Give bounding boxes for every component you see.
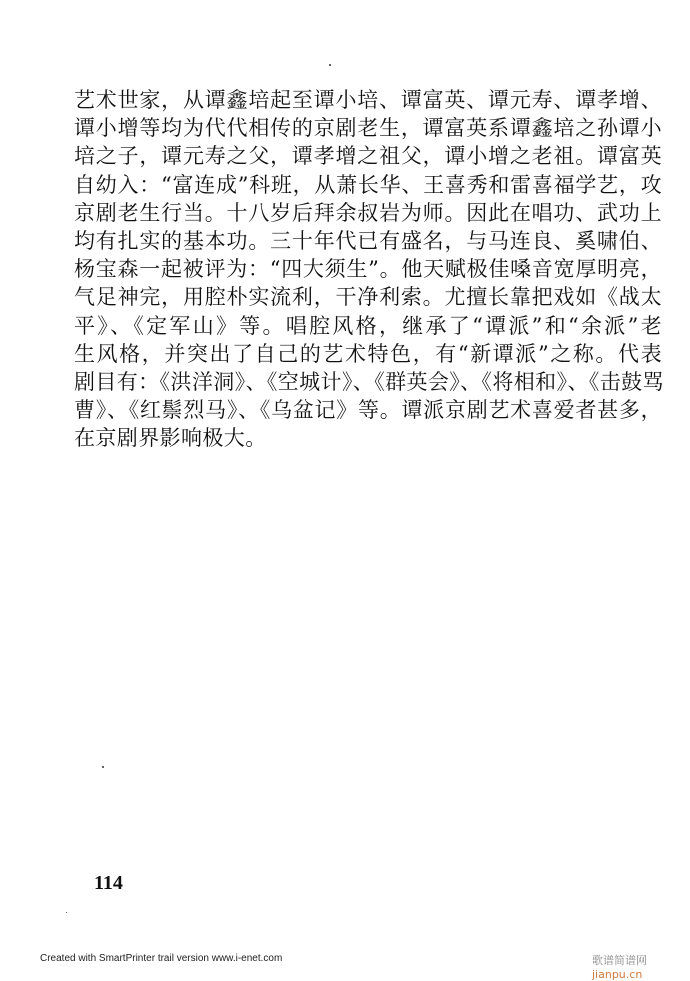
page-number: 114 — [94, 872, 123, 894]
text-line: 平》、《定军山》等。唱腔风格，继承了“谭派”和“余派”老 — [74, 313, 662, 338]
watermark-en: jianpu.cn — [592, 968, 643, 981]
scan-speck — [329, 64, 331, 66]
body-paragraph — [74, 86, 662, 452]
text-line: 艺术世家，从谭鑫培起至谭小培、谭富英、谭元寿、谭孝增、 — [74, 88, 662, 112]
text-line: 培之子，谭元寿之父，谭孝增之祖父，谭小增之老祖。谭富英 — [74, 144, 662, 169]
scan-speck — [102, 766, 104, 768]
text-line: 京剧老生行当。十八岁后拜余叔岩为师。因此在唱功、武功上 — [74, 200, 662, 225]
watermark-cn: 歌谱简谱网 — [592, 954, 647, 967]
text-line: 在京剧界影响极大。 — [74, 426, 267, 451]
text-line: 气足神完，用腔朴实流利，干净利索。尤擅长靠把戏如《战太 — [74, 285, 662, 310]
footer-credit: Created with SmartPrinter trail version www.i-enet.com — [40, 953, 283, 964]
text-line: 生风格，并突出了自己的艺术特色，有“新谭派”之称。代表 — [74, 341, 662, 366]
text-line: 均有扎实的基本功。三十年代已有盛名，与马连良、奚啸伯、 — [74, 228, 662, 253]
text-line: 剧目有：《洪洋洞》、《空城计》、《群英会》、《将相和》、《击鼓骂 — [74, 369, 662, 394]
text-line: 谭小增等均为代代相传的京剧老生，谭富英系谭鑫培之孙谭小 — [74, 116, 662, 141]
scan-speck — [66, 912, 67, 913]
text-line: 曹》、《红鬃烈马》、《乌盆记》等。谭派京剧艺术喜爱者甚多， — [74, 398, 662, 423]
text-line: 杨宝森一起被评为：“四大须生”。他天赋极佳嗓音宽厚明亮， — [74, 257, 662, 282]
text-line: 自幼入：“富连成”科班，从萧长华、王喜秀和雷喜福学艺，攻 — [74, 172, 662, 197]
watermark — [592, 952, 690, 981]
